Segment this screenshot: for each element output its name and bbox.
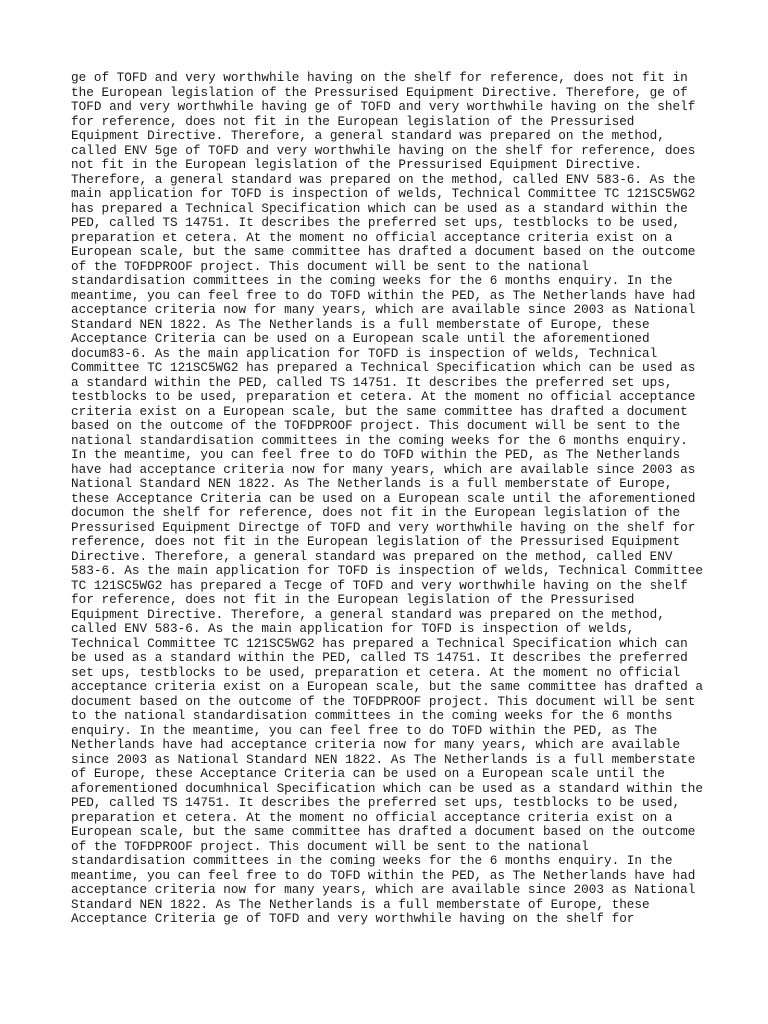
text-line: ge of TOFD and very worthwhile having on the shelf for reference, does not fit in <box>71 70 688 85</box>
text-line: Directive. Therefore, a general standard was prepared on the method, called ENV <box>71 548 673 564</box>
text-line: 583-6. As the main application for TOFD is inspection of welds, Technical Committee <box>71 563 703 578</box>
text-line: Committee TC 121SC5WG2 has prepared a Technical Specification which can be used as <box>71 360 696 375</box>
text-line: standardisation committees in the coming weeks for the 6 months enquiry. In the <box>71 273 673 288</box>
text-line: a standard within the PED, called TS 14751. It describes the preferred set ups, <box>71 374 673 390</box>
text-line: Technical Committee TC 121SC5WG2 has prepared a Technical Specification which can <box>71 635 688 651</box>
text-line: national standardisation committees in the coming weeks for the 6 months enquiry. <box>71 432 688 448</box>
text-line: standardisation committees in the coming weeks for the 6 months enquiry. In the <box>71 853 673 868</box>
text-line: criteria exist on a European scale, but the same committee has drafted a document <box>71 403 688 419</box>
text-line: European scale, but the same committee has drafted a document based on the outcome <box>71 824 696 839</box>
text-line: Standard NEN 1822. As The Netherlands is a full memberstate of Europe, these <box>71 896 650 912</box>
text-line: these Acceptance Criteria can be used on a European scale until the aforementioned <box>71 490 696 506</box>
text-line: Therefore, a general standard was prepared on the method, called ENV 583-6. As the <box>71 171 696 187</box>
text-line: acceptance criteria exist on a European scale, but the same committee has drafted a <box>71 679 703 694</box>
text-line: for reference, does not fit in the European legislation of the Pressurised <box>71 592 635 607</box>
text-line: the European legislation of the Pressurised Equipment Directive. Therefore, ge of <box>71 84 688 100</box>
text-line: PED, called TS 14751. It describes the preferred set ups, testblocks to be used, <box>71 215 681 230</box>
text-line: National Standard NEN 1822. As The Netherlands is a full memberstate of Europe, <box>71 476 673 491</box>
body-text <box>71 71 711 927</box>
text-line: European scale, but the same committee has drafted a document based on the outcome <box>71 244 696 259</box>
text-line: PED, called TS 14751. It describes the preferred set ups, testblocks to be used, <box>71 795 681 810</box>
text-line: Netherlands have had acceptance criteria now for many years, which are available <box>71 737 681 752</box>
text-line: document based on the outcome of the TOFDPROOF project. This document will be sent <box>71 693 696 709</box>
text-line: reference, does not fit in the European legislation of the Pressurised Equipment <box>71 534 681 549</box>
text-line: for reference, does not fit in the European legislation of the Pressurised <box>71 113 635 129</box>
text-line: acceptance criteria now for many years, which are available since 2003 as National <box>71 302 696 317</box>
text-line: Acceptance Criteria can be used on a European scale until the aforementioned <box>71 331 650 346</box>
text-line: docum83-6. As the main application for TOFD is inspection of welds, Technical <box>71 345 658 361</box>
text-line: Acceptance Criteria ge of TOFD and very worthwhile having on the shelf for <box>71 911 635 926</box>
text-line: documon the shelf for reference, does not fit in the European legislation of the <box>71 505 681 520</box>
text-line: called ENV 583-6. As the main application for TOFD is inspection of welds, <box>71 621 635 636</box>
text-line: be used as a standard within the PED, called TS 14751. It describes the preferred <box>71 650 688 665</box>
text-line: In the meantime, you can feel free to do TOFD within the PED, as The Netherlands <box>71 447 681 462</box>
text-line: TOFD and very worthwhile having ge of TOFD and very worthwhile having on the shelf <box>71 99 696 114</box>
text-line: aforementioned documhnical Specification which can be used as a standard within the <box>71 780 703 796</box>
text-line: Standard NEN 1822. As The Netherlands is a full memberstate of Europe, these <box>71 316 650 332</box>
text-line: of the TOFDPROOF project. This document will be sent to the national <box>71 258 589 274</box>
text-line: enquiry. In the meantime, you can feel free to do TOFD within the PED, as The <box>71 722 658 738</box>
text-line: main application for TOFD is inspection of welds, Technical Committee TC 121SC5WG2 <box>71 186 696 201</box>
text-line: called ENV 5ge of TOFD and very worthwhile having on the shelf for reference, does <box>71 142 696 158</box>
text-line: have had acceptance criteria now for many years, which are available since 2003 as <box>71 461 696 477</box>
text-line: based on the outcome of the TOFDPROOF project. This document will be sent to the <box>71 418 681 433</box>
text-line: of the TOFDPROOF project. This document will be sent to the national <box>71 838 589 854</box>
text-line: not fit in the European legislation of the Pressurised Equipment Directive. <box>71 157 643 172</box>
text-line: has prepared a Technical Specification which can be used as a standard within the <box>71 200 688 216</box>
text-line: of Europe, these Acceptance Criteria can be used on a European scale until the <box>71 766 665 781</box>
text-line: Equipment Directive. Therefore, a general standard was prepared on the method, <box>71 128 665 143</box>
text-line: Equipment Directive. Therefore, a general standard was prepared on the method, <box>71 606 665 622</box>
text-line: to the national standardisation committees in the coming weeks for the 6 months <box>71 708 673 723</box>
text-line: TC 121SC5WG2 has prepared a Tecge of TOFD and very worthwhile having on the shelf <box>71 577 688 593</box>
text-line: acceptance criteria now for many years, which are available since 2003 as National <box>71 882 696 897</box>
text-line: meantime, you can feel free to do TOFD within the PED, as The Netherlands have had <box>71 867 696 883</box>
text-line: Pressurised Equipment Directge of TOFD and very worthwhile having on the shelf for <box>71 519 696 535</box>
text-line: set ups, testblocks to be used, preparation et cetera. At the moment no official <box>71 664 681 680</box>
text-line: since 2003 as National Standard NEN 1822. As The Netherlands is a full memberstate <box>71 751 696 767</box>
text-line: preparation et cetera. At the moment no official acceptance criteria exist on a <box>71 229 673 245</box>
text-line: meantime, you can feel free to do TOFD within the PED, as The Netherlands have had <box>71 287 696 303</box>
text-line: testblocks to be used, preparation et cetera. At the moment no official acceptance <box>71 389 696 404</box>
text-line: preparation et cetera. At the moment no official acceptance criteria exist on a <box>71 809 673 825</box>
